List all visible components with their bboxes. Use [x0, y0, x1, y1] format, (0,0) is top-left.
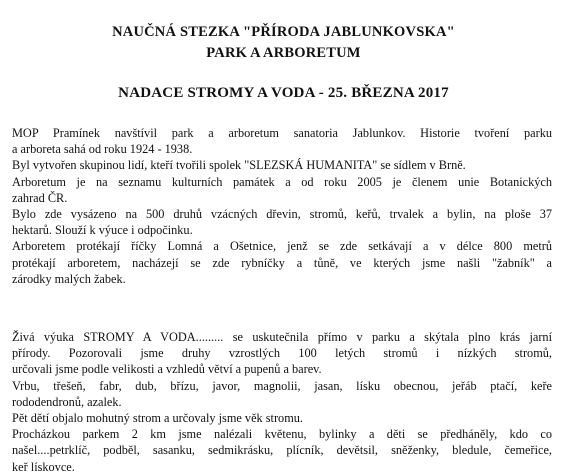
text-line: MOP Pramínek navštívil park a arboretum sanatoria Jablunkov. Historie tvoření parku	[12, 126, 552, 140]
text-line: přírody. Pozorovali jsme druhy vzrostlých 100 letých stromů i nízkých stromů,	[12, 346, 552, 361]
text-line: Byl vytvořen skupinou lidí, kteří tvořili spolek "SLEZSKÁ HUMANITA" se sídlem v Brně.	[12, 158, 466, 173]
text-line: Bylo zde vysázeno na 500 druhů vzácných dřevin, stromů, keřů, trvalek a bylin, na ploše 37	[12, 207, 552, 222]
text-line: Arboretum je na seznamu kulturních památek a od roku 2005 je členem unie Botanických	[12, 174, 552, 189]
paragraph-live-lesson	[12, 329, 552, 475]
title-trail-name: NAUČNÁ STEZKA "PŘÍRODA JABLUNKOVSKA"	[112, 24, 455, 40]
text-line: rododendronů, azalek.	[12, 394, 122, 409]
text-line: hektarů. Slouží k výuce i odpočinku.	[12, 223, 193, 238]
text-line: Vrbu, třešeň, fabr, dub, břízu, javor, magnolii, jasan, lísku obecnou, jeřáb ptačí, keře	[12, 378, 552, 393]
paragraph-visit-history	[12, 125, 552, 287]
text-line: protékají arboretem, nacházejí se zde rybníčky a tůně, ve kterých jsme našli "žabník" a	[12, 255, 552, 270]
title-park-arboretum: PARK A ARBORETUM	[206, 45, 361, 61]
text-line: Procházkou parkem 2 km jsme nalézali květenu, bylinky a děti se předháněly, kdo co	[12, 427, 552, 442]
text-line: Pět dětí objalo mohutný strom a určovaly jsme věk stromu.	[12, 411, 303, 426]
text-line: zahrad ČR.	[12, 190, 68, 205]
text-line: keř lískovce.	[12, 459, 75, 474]
text-line: Živá výuka STROMY A VODA......... se uskutečnila přímo v parku a skýtala plno krás jarní	[12, 330, 552, 344]
text-line: našel....petrklíč, podběl, sasanku, sedmikrásku, plícník, devětsil, sněženky, bledule, čemeřice,	[12, 443, 552, 458]
text-line: a arboreta sahá od roku 1924 - 1938.	[12, 142, 193, 157]
title-event-date: NADACE STROMY A VODA - 25. BŘEZNA 2017	[118, 85, 449, 101]
text-line: Arboretem protékají říčky Lomná a Ošetnice, jenž se zde setkávají a v délce 800 metrů	[12, 239, 552, 254]
text-line: zárodky malých žabek.	[12, 271, 126, 286]
text-line: určovali jsme podle velikosti a vzhledů větví a pupenů a barev.	[12, 362, 322, 377]
